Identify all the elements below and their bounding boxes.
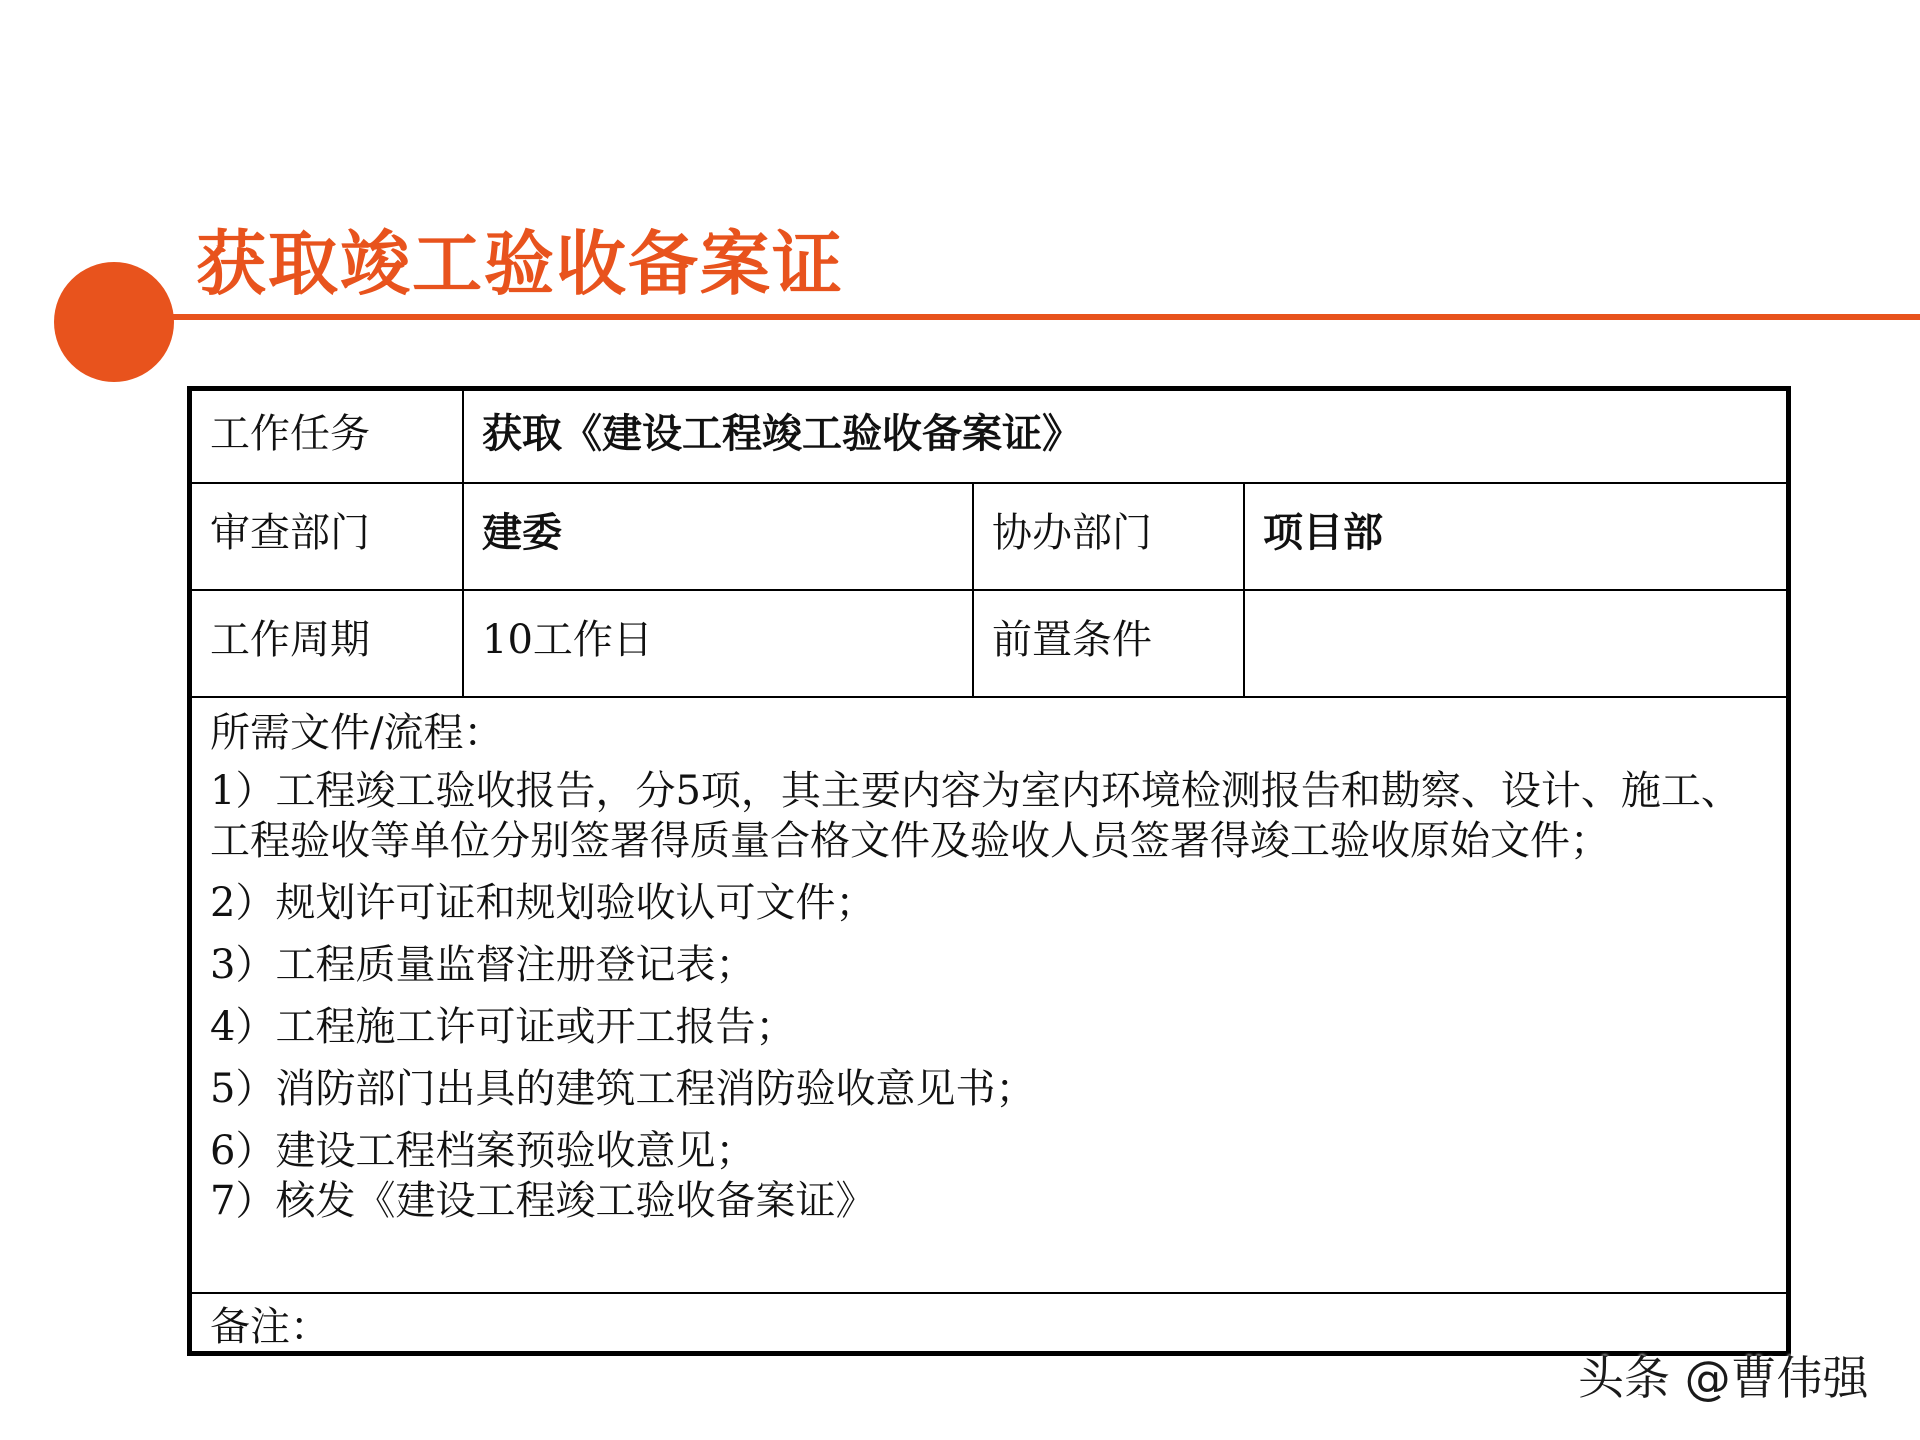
table-row — [192, 590, 1786, 697]
docs-heading: 所需文件/流程： — [210, 710, 504, 756]
table-row — [192, 391, 1786, 483]
list-item: 2）规划许可证和规划验收认可文件； — [210, 880, 876, 926]
list-item: 6）建设工程档案预验收意见； — [210, 1128, 756, 1174]
period-label: 工作周期 — [192, 590, 463, 697]
review-dept-label: 审查部门 — [192, 483, 463, 590]
task-value: 获取《建设工程竣工验收备案证》 — [463, 391, 1786, 483]
table-row — [192, 697, 1786, 1293]
review-dept-value: 建委 — [463, 483, 973, 590]
list-item: 7）核发《建设工程竣工验收备案证》 — [210, 1178, 876, 1224]
precondition-label: 前置条件 — [973, 590, 1244, 697]
task-card — [187, 386, 1791, 1356]
table-row — [192, 483, 1786, 590]
title-rule — [170, 314, 1920, 320]
list-item: 5）消防部门出具的建筑工程消防验收意见书； — [210, 1066, 1036, 1112]
assist-dept-label: 协办部门 — [973, 483, 1244, 590]
accent-circle — [54, 262, 174, 382]
precondition-value — [1244, 590, 1786, 697]
list-item: 1）工程竣工验收报告，分5项，其主要内容为室内环境检测报告和勘察、设计、施工、工程验收等单位分别签署得质量合格文件及验收人员签署得竣工验收原始文件； — [210, 768, 1741, 864]
assist-dept-value: 项目部 — [1244, 483, 1786, 590]
notes-cell: 备注： — [192, 1293, 1786, 1365]
task-label: 工作任务 — [192, 391, 463, 483]
list-item: 4）工程施工许可证或开工报告； — [210, 1004, 796, 1050]
table-row — [192, 1293, 1786, 1365]
page-title: 获取竣工验收备案证 — [196, 223, 844, 305]
docs-cell — [192, 697, 1786, 1293]
list-item: 3）工程质量监督注册登记表； — [210, 942, 756, 988]
period-value: 10工作日 — [463, 590, 973, 697]
task-table — [192, 391, 1786, 1365]
watermark: 头条 @曹伟强 — [1578, 1351, 1869, 1405]
